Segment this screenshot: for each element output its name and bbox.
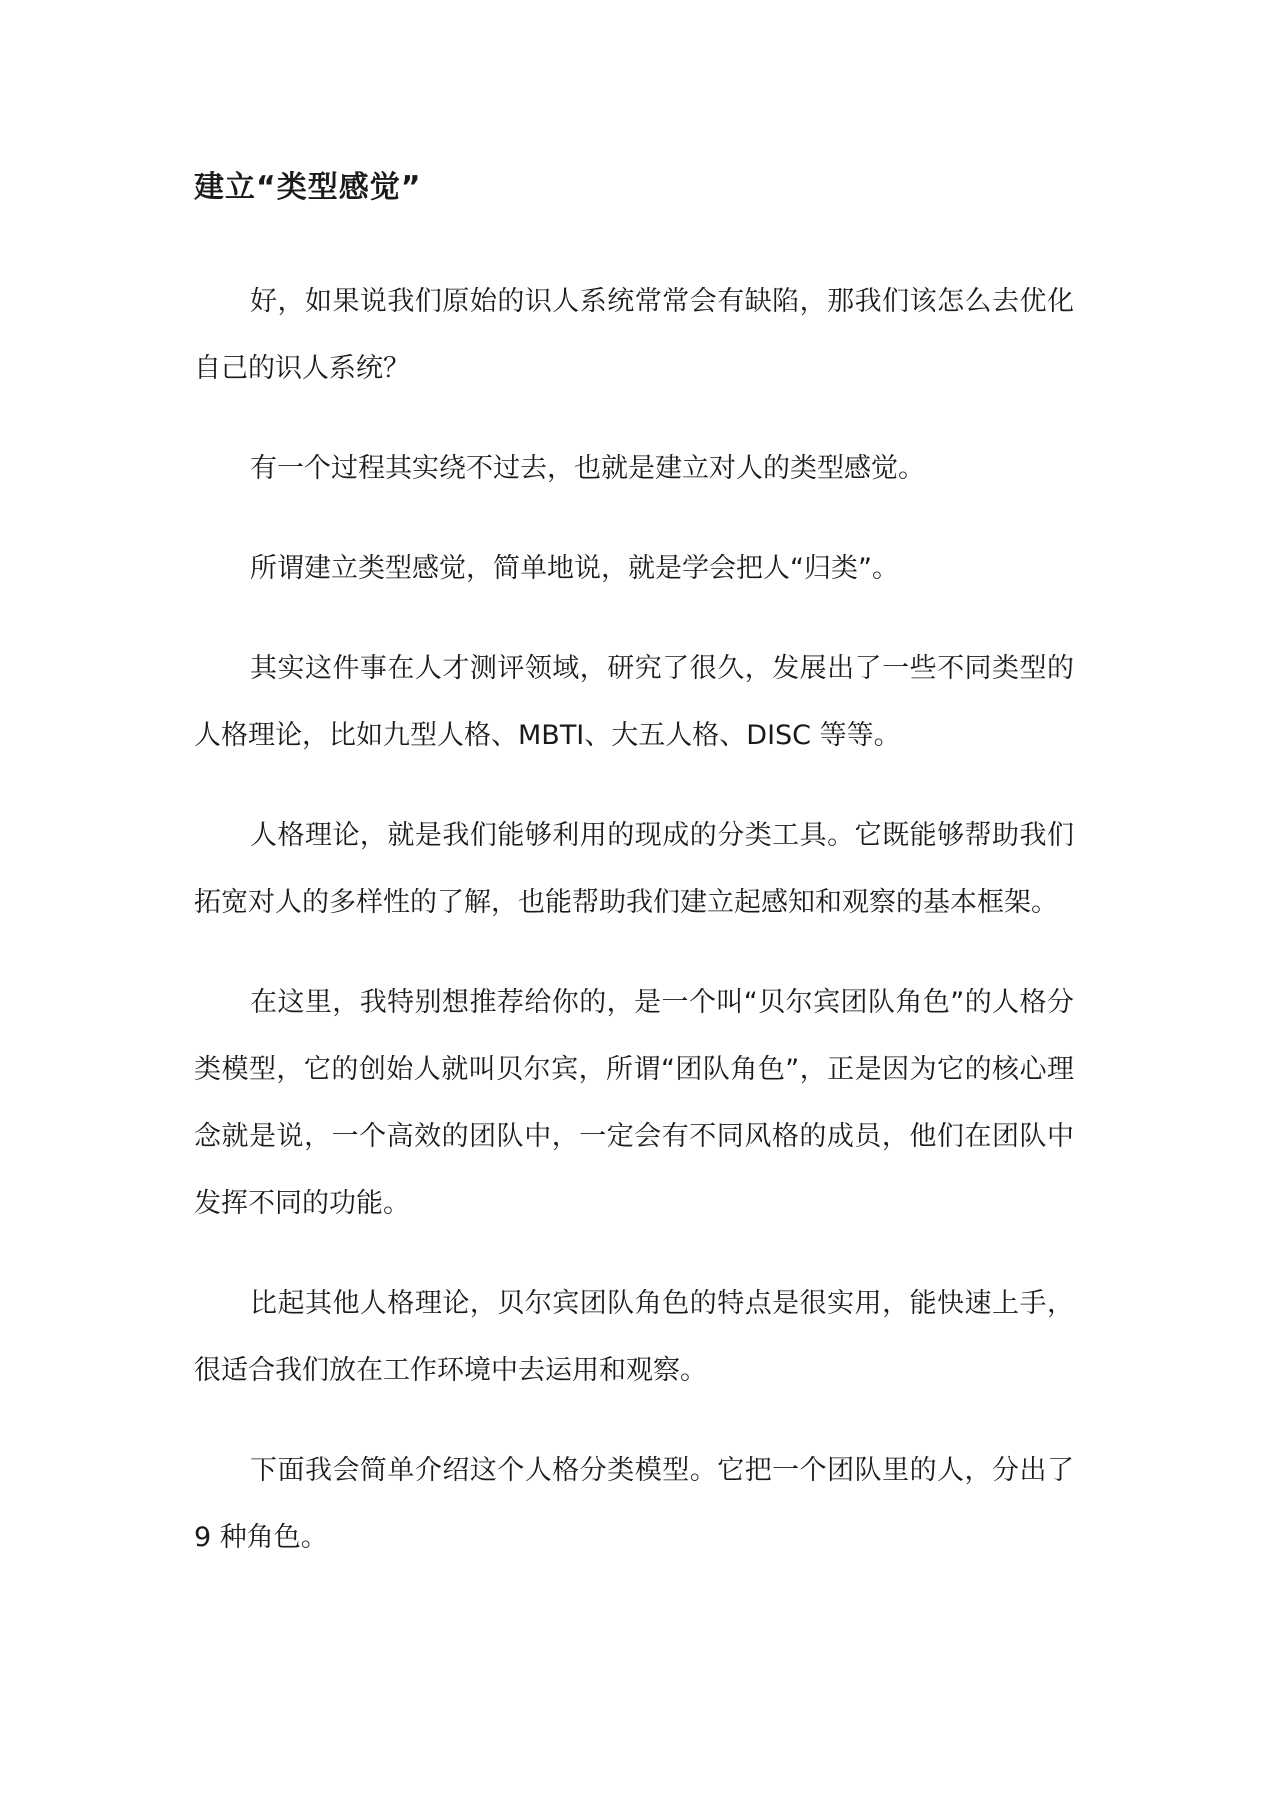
paragraph-4: 其实这件事在人才测评领域，研究了很久，发展出了一些不同类型的人格理论，比如九型人格、MBTI、大五人格、DISC 等等。: [194, 653, 1074, 751]
paragraph-7: 比起其他人格理论，贝尔宾团队角色的特点是很实用，能快速上手，很适合我们放在工作环境中去运用和观察。: [194, 1288, 1074, 1386]
paragraph-1: 好，如果说我们原始的识人系统常常会有缺陷，那我们该怎么去优化自己的识人系统？: [194, 286, 1074, 384]
paragraph-6: 在这里，我特别想推荐给你的，是一个叫“贝尔宾团队角色”的人格分类模型，它的创始人就叫贝尔宾，所谓“团队角色”，正是因为它的核心理念就是说，一个高效的团队中，一定会有不同风格的成员，他们在团队中发挥不同的功能。: [194, 987, 1074, 1219]
paragraph-2: 有一个过程其实绕不过去，也就是建立对人的类型感觉。: [250, 453, 925, 484]
section-heading: 建立“类型感觉”: [194, 170, 422, 205]
paragraph-5: 人格理论，就是我们能够利用的现成的分类工具。它既能够帮助我们拓宽对人的多样性的了解，也能帮助我们建立起感知和观察的基本框架。: [194, 820, 1074, 918]
paragraph-3: 所谓建立类型感觉，简单地说，就是学会把人“归类”。: [250, 553, 899, 584]
paragraph-8: 下面我会简单介绍这个人格分类模型。它把一个团队里的人，分出了 9 种角色。: [194, 1455, 1074, 1553]
document-body: [194, 168, 1074, 1604]
